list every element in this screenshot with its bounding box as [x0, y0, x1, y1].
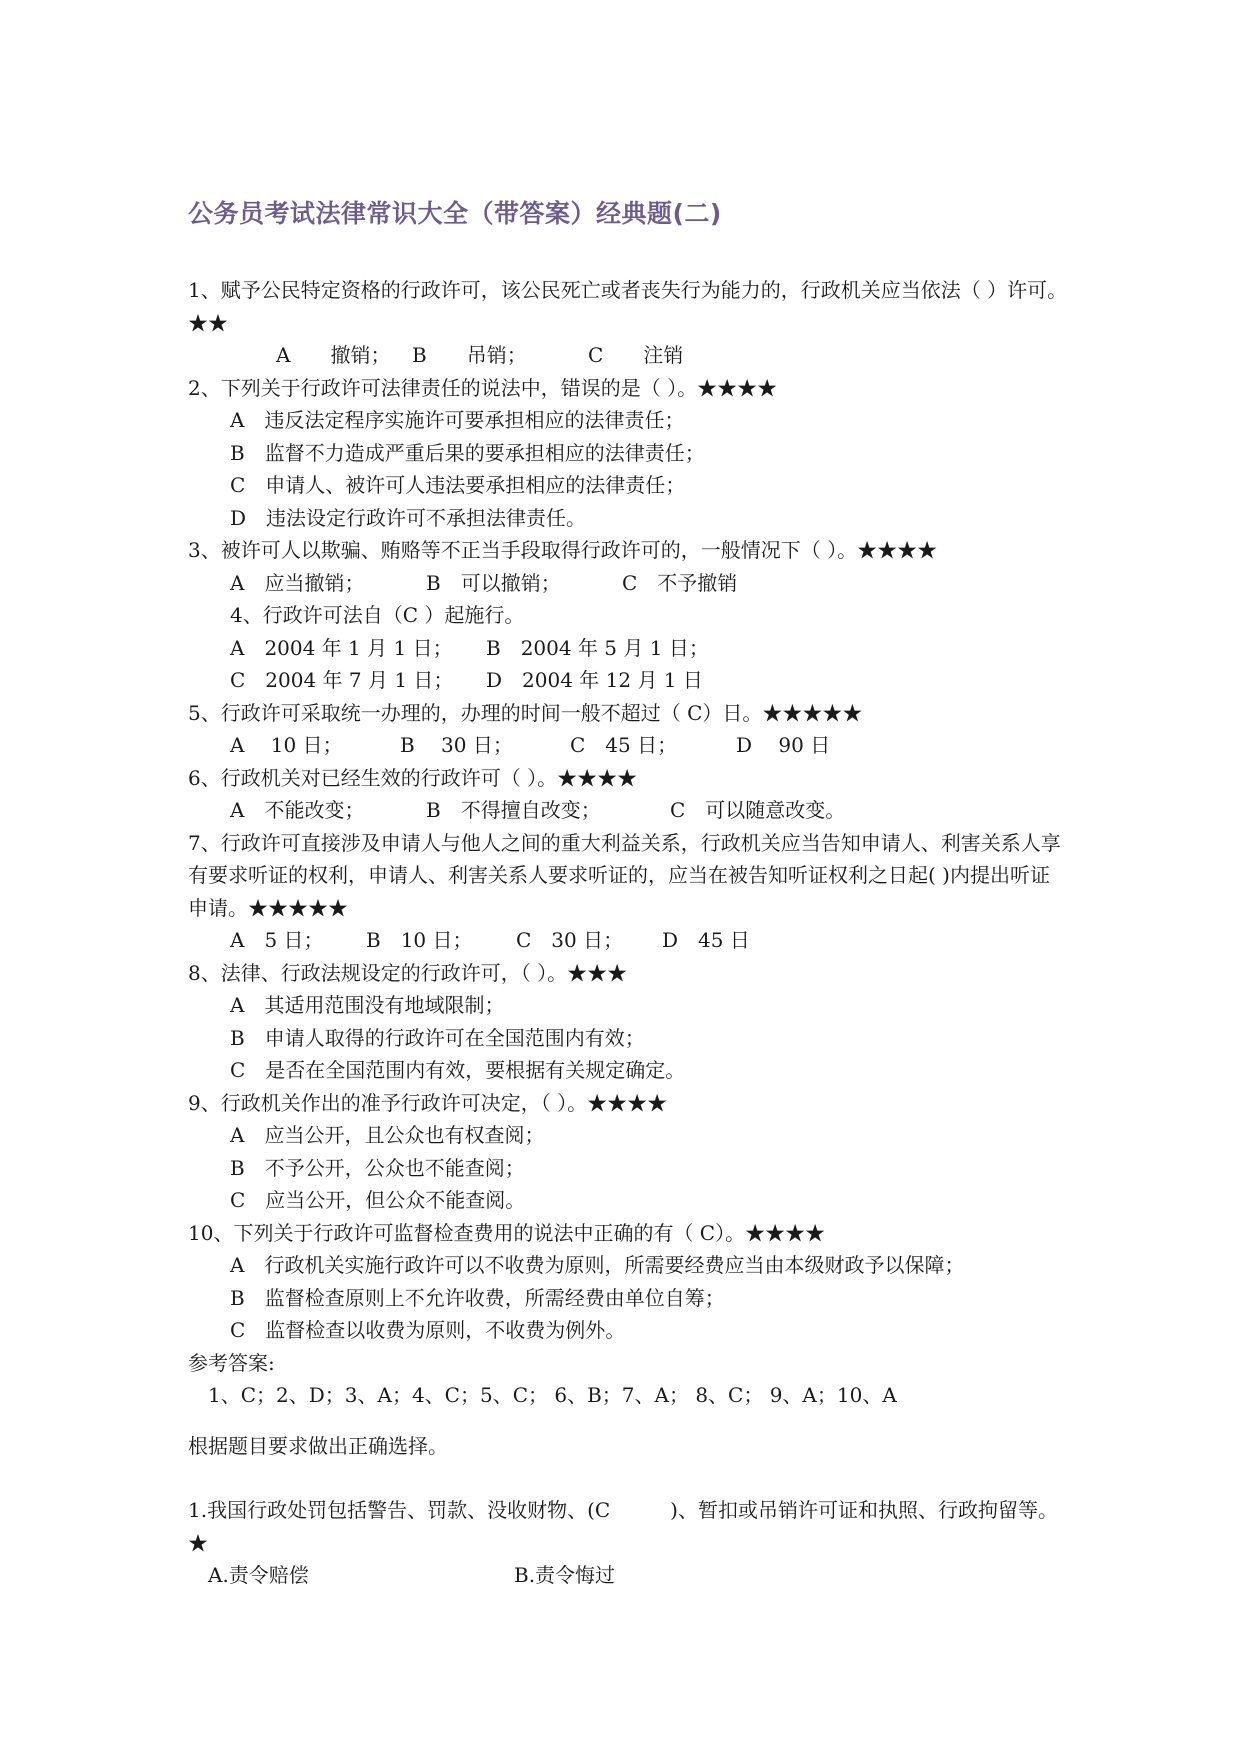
question-stem: 8、法律、行政法规设定的行政许可，（ ）。★★★ [188, 960, 628, 985]
option: B 2004 年 5 月 1 日； [486, 635, 709, 660]
option: A 其适用范围没有地域限制； [230, 993, 505, 1017]
option: C 不予撤销 [622, 570, 738, 595]
option: C 申请人、被许可人违法要承担相应的法律责任； [230, 473, 686, 497]
answers-text: 1、C；2、D；3、A；4、C；5、C； 6、B；7、A； 8、C； 9、A；10、A [208, 1383, 897, 1407]
option: A 撤销； [276, 343, 391, 367]
option-row [188, 1559, 1068, 1592]
question-stem: 5、行政许可采取统一办理的，办理的时间一般不超过（ C）日。★★★★★ [188, 700, 863, 725]
option-row [188, 339, 1068, 372]
question-stem: 10、下列关于行政许可监督检查费用的说法中正确的有（ C）。★★★★ [188, 1220, 826, 1245]
option: A 10 日； [230, 733, 343, 757]
option: B 10 日； [366, 928, 473, 952]
option: D 违法设定行政许可不承担法律责任。 [230, 505, 587, 530]
option: C 2004 年 7 月 1 日； [230, 668, 454, 692]
option: C 可以随意改变。 [670, 798, 846, 822]
option: B 不得擅自改变； [426, 798, 601, 822]
question-stem: 1、赋予公民特定资格的行政许可，该公民死亡或者丧失行为能力的，行政机关应当依法（ ）许可。★★ [188, 278, 1068, 335]
option-row [188, 924, 1068, 957]
page-title: 公务员考试法律常识大全（带答案）经典题(二) [188, 199, 722, 228]
option: B 申请人取得的行政许可在全国范围内有效； [230, 1025, 645, 1050]
option: A 2004 年 1 月 1 日； [230, 635, 453, 660]
option: A 应当公开，且公众也有权查阅； [230, 1123, 545, 1147]
option: C 30 日； [516, 928, 624, 952]
option: B 吊销； [412, 343, 527, 367]
option: B.责令悔过 [514, 1563, 616, 1587]
question-stem: 7、行政许可直接涉及申请人与他人之间的重大利益关系，行政机关应当告知申请人、利害关系人享有要求听证的权利，申请人、利害关系人要求听证的，应当在被告知听证权利之日起( )内提出听证申请。★★★★★ [188, 830, 1061, 920]
option: C 注销 [588, 343, 684, 367]
question-stem: 9、行政机关作出的准予行政许可决定，（ ）。★★★★ [188, 1090, 668, 1115]
option: C 监督检查以收费为原则，不收费为例外。 [230, 1318, 626, 1342]
question-stem: 4、行政许可法自（C ）起施行。 [230, 603, 525, 627]
option: D 90 日 [736, 733, 831, 757]
option-row [188, 664, 1068, 697]
option-row [188, 729, 1068, 762]
option-row [188, 632, 1068, 665]
question-stem: 3、被许可人以欺骗、贿赂等不正当手段取得行政许可的，一般情况下（ ）。★★★★ [188, 538, 938, 562]
option: D 2004 年 12 月 1 日 [486, 668, 703, 692]
question-stem: 1.我国行政处罚包括警告、罚款、没收财物、(C )、暂扣或吊销许可证和执照、行政拘留等。★ [188, 1498, 1058, 1555]
option: B 30 日； [400, 733, 513, 757]
question-stem: 2、下列关于行政许可法律责任的说法中，错误的是（ ）。★★★★ [188, 375, 778, 400]
option: B 监督检查原则上不允许收费，所需经费由单位自筹； [230, 1285, 725, 1310]
section-intro: 根据题目要求做出正确选择。 [188, 1434, 448, 1458]
option: D 45 日 [662, 928, 750, 952]
question-list [188, 274, 1068, 1412]
section2-question [188, 1494, 1068, 1592]
option: A 5 日； [230, 928, 324, 952]
option: B 不予公开，公众也不能查阅； [230, 1155, 525, 1180]
option: C 是否在全国范围内有效，要根据有关规定确定。 [230, 1058, 686, 1082]
option: C 45 日； [570, 733, 678, 757]
option: A 应当撤销； [230, 570, 365, 595]
question-stem: 6、行政机关对已经生效的行政许可（ ）。★★★★ [188, 765, 638, 790]
option: A.责令赔偿 [208, 1563, 309, 1587]
option: B 监督不力造成严重后果的要承担相应的法律责任； [230, 440, 705, 465]
option: A 行政机关实施行政许可以不收费为原则，所需要经费应当由本级财政予以保障； [230, 1253, 965, 1277]
option: A 不能改变； [230, 798, 365, 822]
option-row [188, 567, 1068, 600]
option: A 违反法定程序实施许可要承担相应的法律责任； [230, 408, 685, 432]
option-row [188, 794, 1068, 827]
answers-label: 参考答案: [188, 1350, 275, 1375]
option: C 应当公开，但公众不能查阅。 [230, 1188, 526, 1212]
option: B 可以撤销； [426, 570, 561, 595]
